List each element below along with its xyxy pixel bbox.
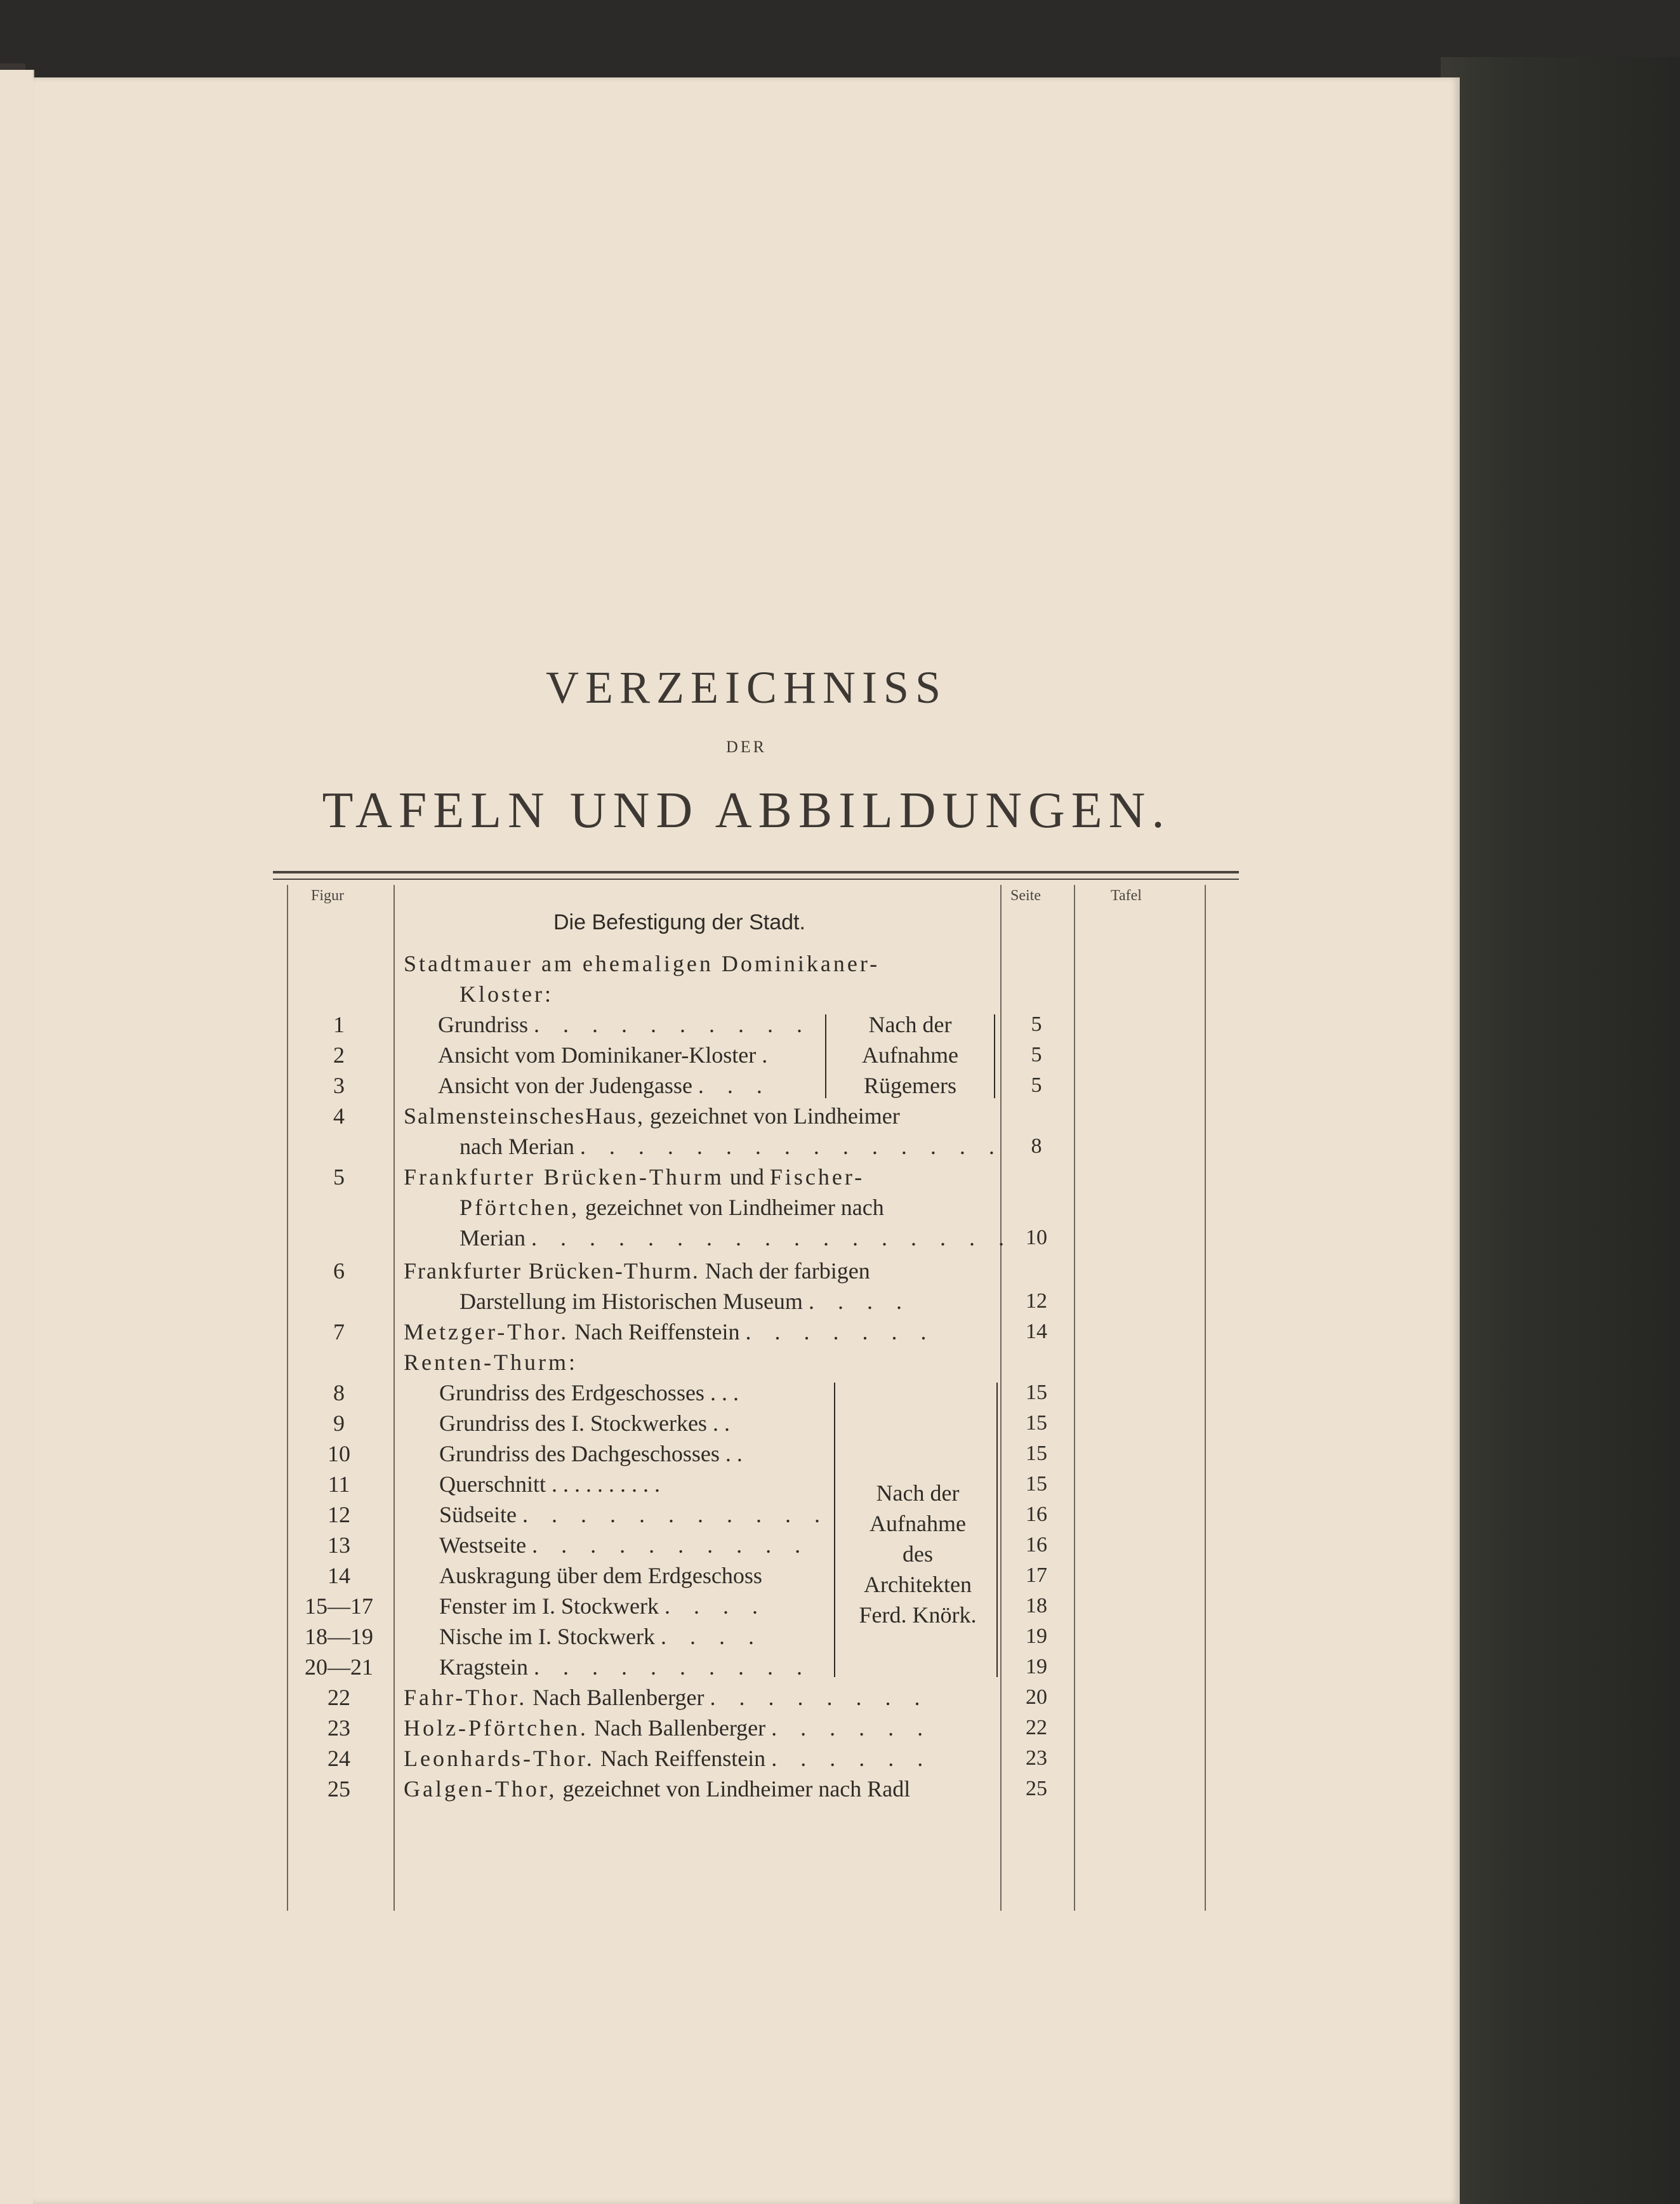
entry-text: Leonhards-Thor. Nach Reiffenstein . . . . . . [404,1746,932,1771]
group2-note-line3: des [903,1541,933,1567]
title-main: VERZEICHNISS [545,662,947,713]
entry-text: Grundriss . . . . . . . . . . [438,1012,811,1037]
fig-number: 12 [327,1502,350,1527]
entry-text: Frankfurter Brücken-Thurm und Fischer- [404,1164,865,1190]
fig-number: 3 [333,1073,345,1098]
page-number: 16 [1026,1533,1047,1557]
entry-text: Grundriss des I. Stockwerkes . . [439,1411,730,1436]
entry-text: Ansicht vom Dominikaner-Kloster . [438,1042,768,1068]
page-number: 15 [1026,1381,1047,1404]
entry-text: Grundriss des Erdgeschosses . . . [439,1380,739,1405]
group2-note-line2: Aufnahme [870,1511,966,1536]
page-number: 15 [1026,1472,1047,1496]
fig-number: 1 [333,1012,345,1037]
fig-number: 24 [327,1746,350,1771]
col-line-figur [394,885,395,1911]
fig-number: 15—17 [305,1593,373,1619]
entry-text: Kragstein . . . . . . . . . . [439,1654,811,1680]
entry-text: Südseite . . . . . . . . . . . [439,1502,829,1527]
page-number: 14 [1026,1320,1047,1343]
group1-note-line3: Rügemers [864,1073,956,1098]
page-number: 17 [1026,1563,1047,1587]
group1-title-line1: Stadtmauer am ehemaligen Dominikaner- [404,951,880,976]
page-number: 20 [1026,1685,1047,1709]
entry-text: Holz-Pförtchen. Nach Ballenberger . . . . . . [404,1715,932,1741]
fig-number: 7 [333,1319,345,1344]
header-seite: Seite [1010,887,1041,904]
brace-right-group2 [996,1383,998,1677]
page-number: 10 [1026,1226,1047,1249]
facing-page-edge [0,70,34,2204]
entry-text: Querschnitt . . . . . . . . . . [439,1471,660,1497]
page-number: 23 [1026,1746,1047,1770]
header-figur: Figur [311,887,345,904]
fig-number: 5 [333,1164,345,1190]
top-rule-thick [273,871,1239,873]
header-tafel: Tafel [1111,887,1142,904]
entry-text: Auskragung über dem Erdgeschoss [439,1563,762,1588]
book-binding [1441,57,1680,2204]
entry-text: Grundriss des Dachgeschosses . . [439,1441,743,1466]
fig-number: 25 [327,1776,350,1802]
page-number: 5 [1031,1043,1042,1066]
book-page [33,77,1460,2204]
page-number: 19 [1026,1655,1047,1678]
page-number: 12 [1026,1289,1047,1313]
fig-number: 9 [333,1411,345,1436]
fig-number: 22 [327,1685,350,1710]
fig-number: 20—21 [305,1654,373,1680]
title-der: DER [726,738,767,756]
group2-title: Renten-Thurm: [404,1350,578,1375]
page-number: 16 [1026,1503,1047,1526]
brace-left-group2 [834,1383,835,1677]
group2-note-line1: Nach der [876,1480,960,1506]
page-number: 5 [1031,1012,1042,1036]
group1-title-line2: Kloster: [460,981,553,1007]
fig-number: 6 [333,1258,345,1284]
fig-number: 10 [327,1441,350,1466]
fig-number: 4 [333,1103,345,1129]
brace-right-group1 [994,1014,995,1098]
entry-text: Nische im I. Stockwerk . . . . [439,1624,763,1649]
entry-text-cont: Pförtchen, gezeichnet von Lindheimer nach [460,1195,884,1220]
section-title: Die Befestigung der Stadt. [553,910,805,934]
top-rule-thin [273,879,1239,880]
col-line-text [1000,885,1002,1911]
page-number: 25 [1026,1777,1047,1800]
entry-text: Ansicht von der Judengasse . . . [438,1073,771,1098]
entry-text-cont: nach Merian . . . . . . . . . . . . . . . [460,1134,1003,1159]
fig-number: 23 [327,1715,350,1741]
fig-number: 14 [327,1563,350,1588]
page-number: 15 [1026,1442,1047,1465]
entry-text: Westseite . . . . . . . . . . [439,1532,810,1558]
col-line-seite [1074,885,1075,1911]
col-line-tafel [1205,885,1206,1911]
entry-text: Galgen-Thor, gezeichnet von Lindheimer nach Radl [404,1776,911,1802]
page-number: 8 [1031,1134,1042,1158]
group2-note-line5: Ferd. Knörk. [859,1602,977,1628]
entry-text-cont: Merian . . . . . . . . . . . . . . . . . [460,1225,1013,1251]
fig-number: 8 [333,1380,345,1405]
fig-number: 11 [327,1471,350,1497]
entry-text: Frankfurter Brücken-Thurm. Nach der farbigen [404,1258,870,1284]
group1-note-line1: Nach der [868,1012,952,1037]
title-subtitle: TAFELN UND ABBILDUNGEN. [322,783,1171,839]
entry-text: Fahr-Thor. Nach Ballenberger . . . . . . . . [404,1685,929,1710]
entry-text: SalmensteinschesHaus, gezeichnet von Lindheimer [404,1103,900,1129]
page-number: 19 [1026,1624,1047,1648]
fig-number: 18—19 [305,1624,373,1649]
col-line-left [287,885,288,1911]
group1-note-line2: Aufnahme [862,1042,958,1068]
fig-number: 13 [327,1532,350,1558]
brace-left-group1 [825,1014,826,1098]
entry-text-cont: Darstellung im Historischen Museum . . . . [460,1289,911,1314]
entry-text: Metzger-Thor. Nach Reiffenstein . . . . . . . [404,1319,936,1344]
page-number: 22 [1026,1716,1047,1739]
page-number: 5 [1031,1073,1042,1097]
fig-number: 2 [333,1042,345,1068]
entry-text: Fenster im I. Stockwerk . . . . [439,1593,767,1619]
page-number: 15 [1026,1411,1047,1435]
page-number: 18 [1026,1594,1047,1617]
group2-note-line4: Architekten [864,1572,972,1597]
